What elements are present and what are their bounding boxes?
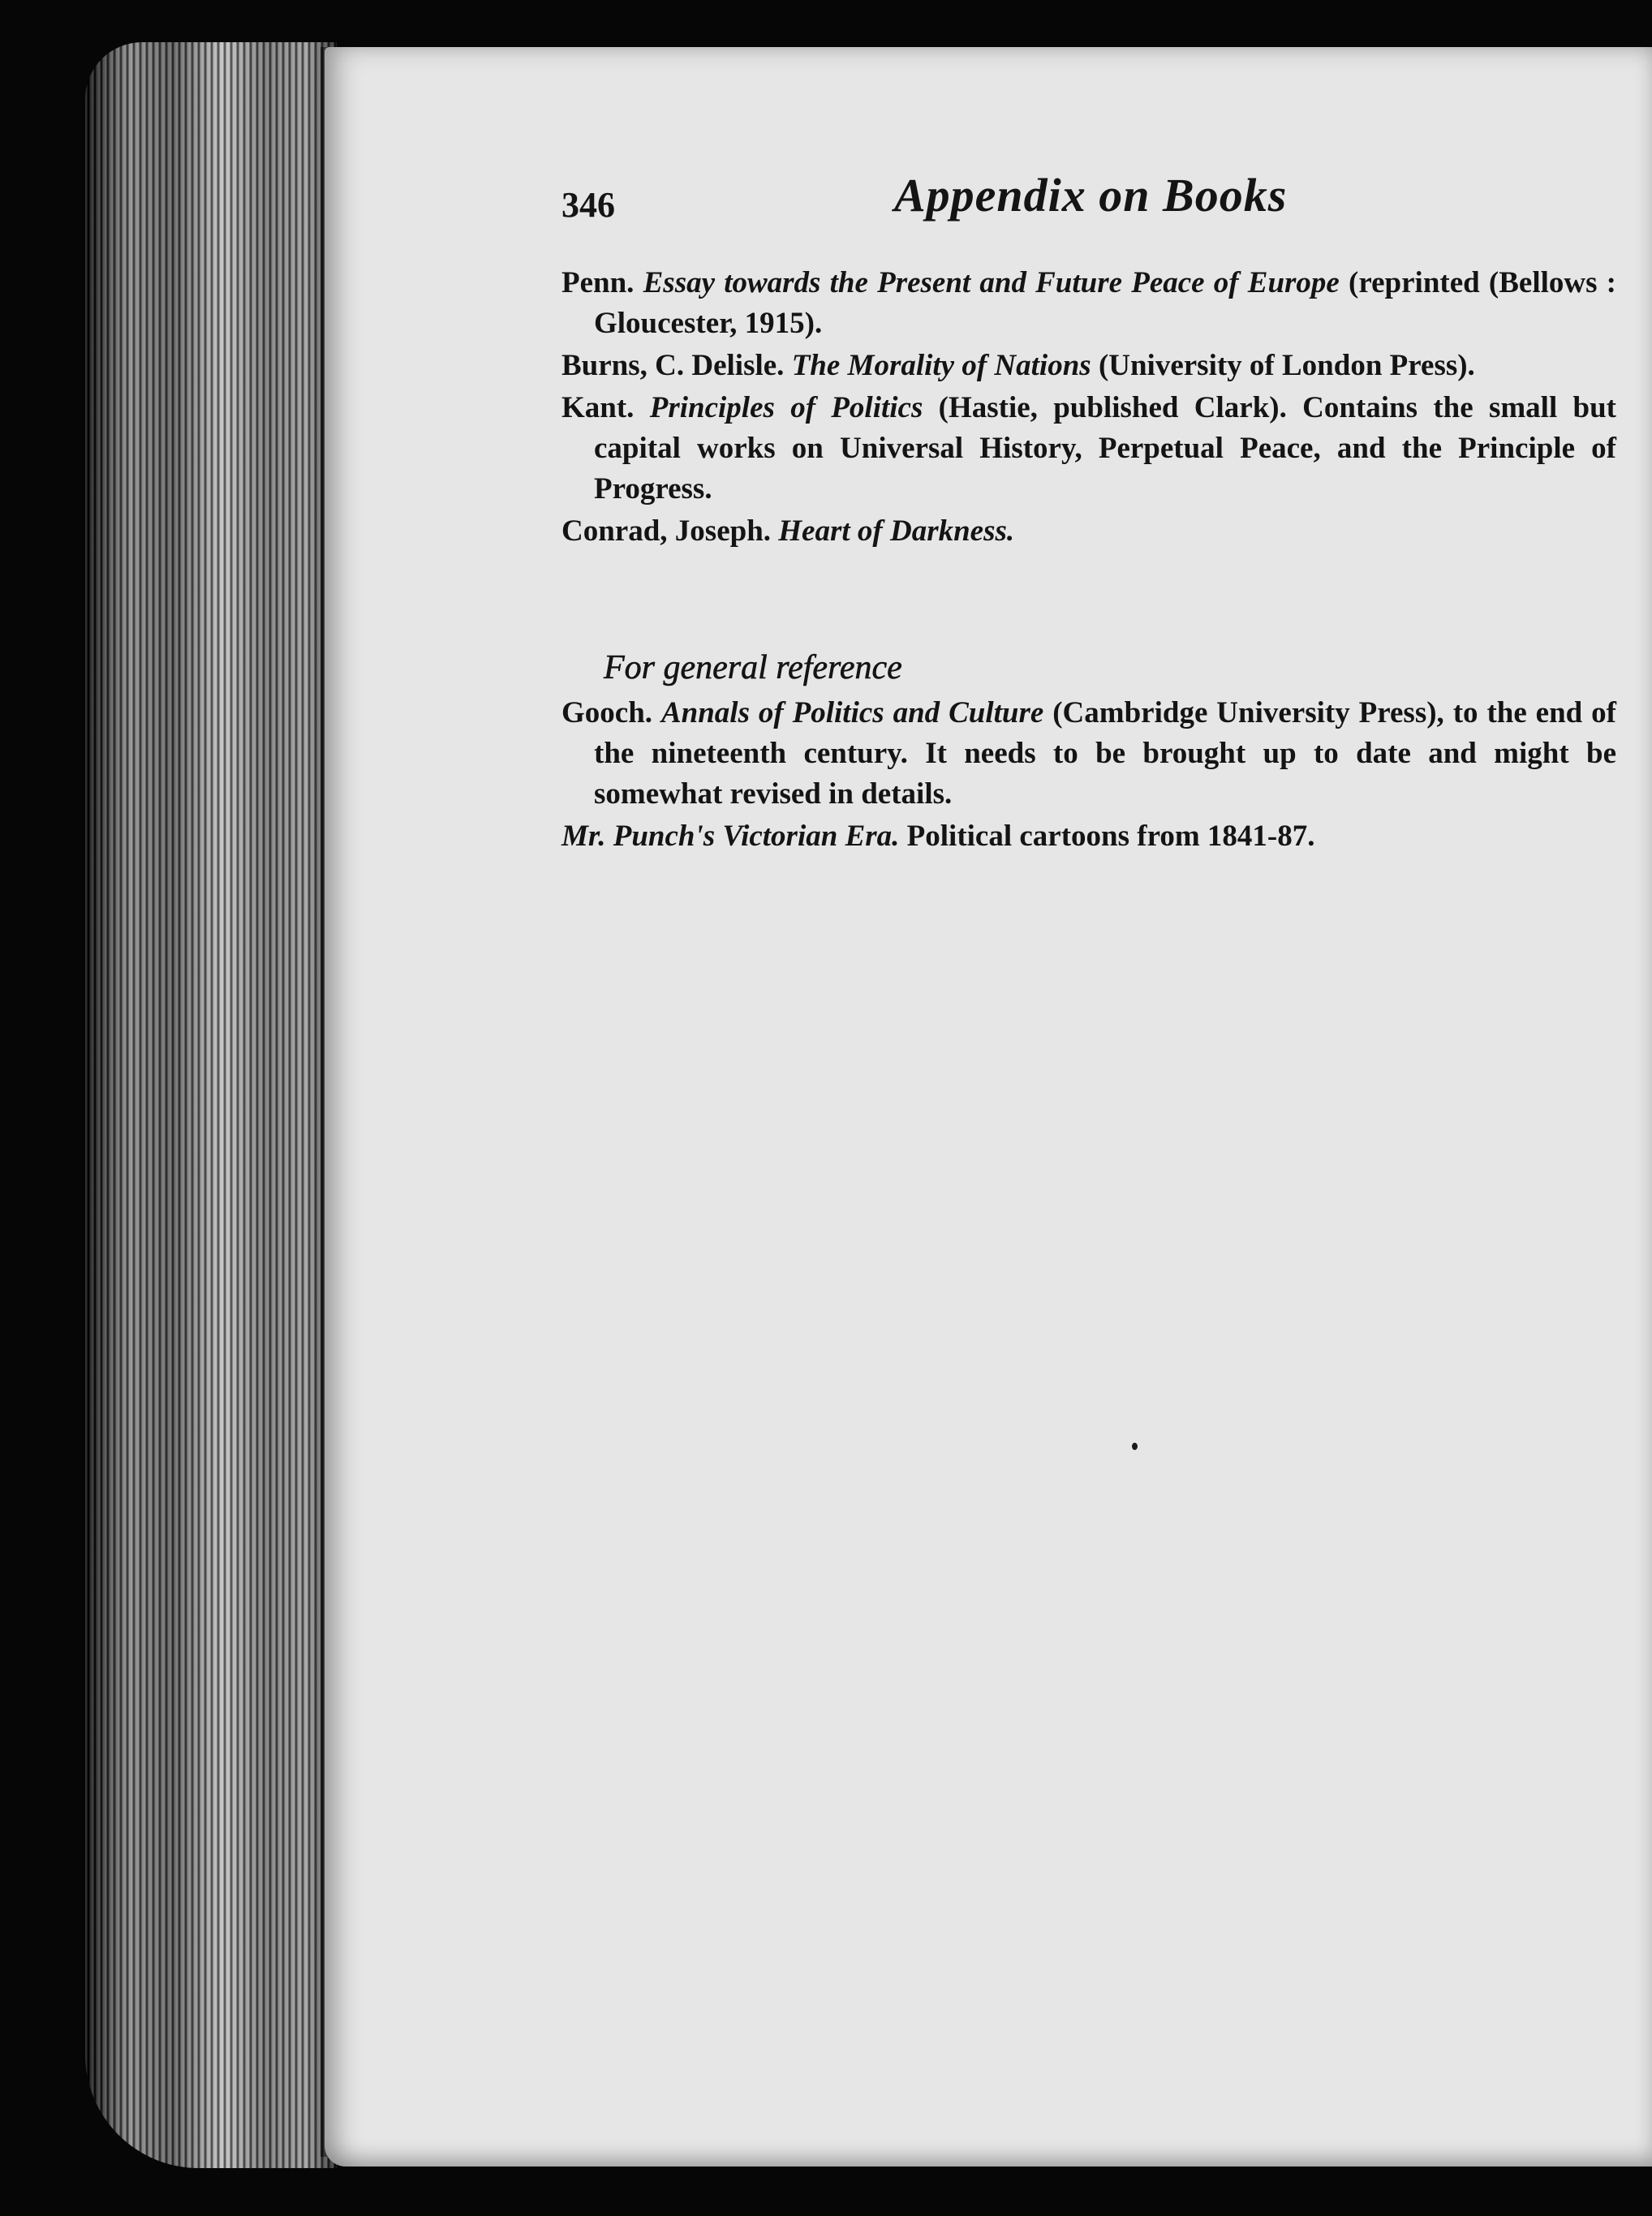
entry-details: (Hastie, published Clark). Contains the small but capital works on Universal History, Perpetual Peace, and the Principle of Progress. [594,391,1616,506]
bibliography-entry-conrad [561,511,1616,552]
section-heading: For general reference [604,649,902,686]
entry-work-title: Essay towards the Present and Future Peace of Europe [643,266,1340,299]
print-speck [1132,1443,1138,1450]
entry-author: Kant. [561,391,635,424]
entry-work-title: Annals of Politics and Culture [660,696,1044,729]
entry-author: Burns, C. Delisle. [561,349,785,382]
bibliography-entry-kant [561,388,1616,510]
book-fore-edge [85,42,337,2168]
page-text [561,169,1617,858]
entry-work-title: Principles of Politics [649,391,923,424]
page-number: 346 [561,185,615,225]
bibliography-entry-burns [561,346,1616,386]
bibliography-entry-penn [561,263,1616,344]
entry-work-title: The Morality of Nations [791,349,1091,382]
bibliography-entry-punch [561,816,1616,857]
entry-author: Gooch. [561,696,653,729]
printed-page [325,47,1652,2167]
entry-author: Penn. [561,266,635,299]
entry-details: Political cartoons from 1841-87. [906,820,1315,853]
entry-author: Conrad, Joseph. [561,514,772,548]
running-title: Appendix on Books [894,169,1288,222]
entry-details: (Cambridge University Press), to the end of the nineteenth century. It needs to be brought up to date and might be somewhat revised in details. [594,696,1617,811]
page-header [561,169,1616,248]
entry-details: (reprinted (Bellows : Gloucester, 1915). [594,266,1616,340]
bibliography-entry-gooch [561,693,1616,815]
entry-details: (University of London Press). [1098,349,1475,382]
entry-work-title: Heart of Darkness. [778,514,1015,548]
entry-work-title: Mr. Punch's Victorian Era. [561,820,900,853]
